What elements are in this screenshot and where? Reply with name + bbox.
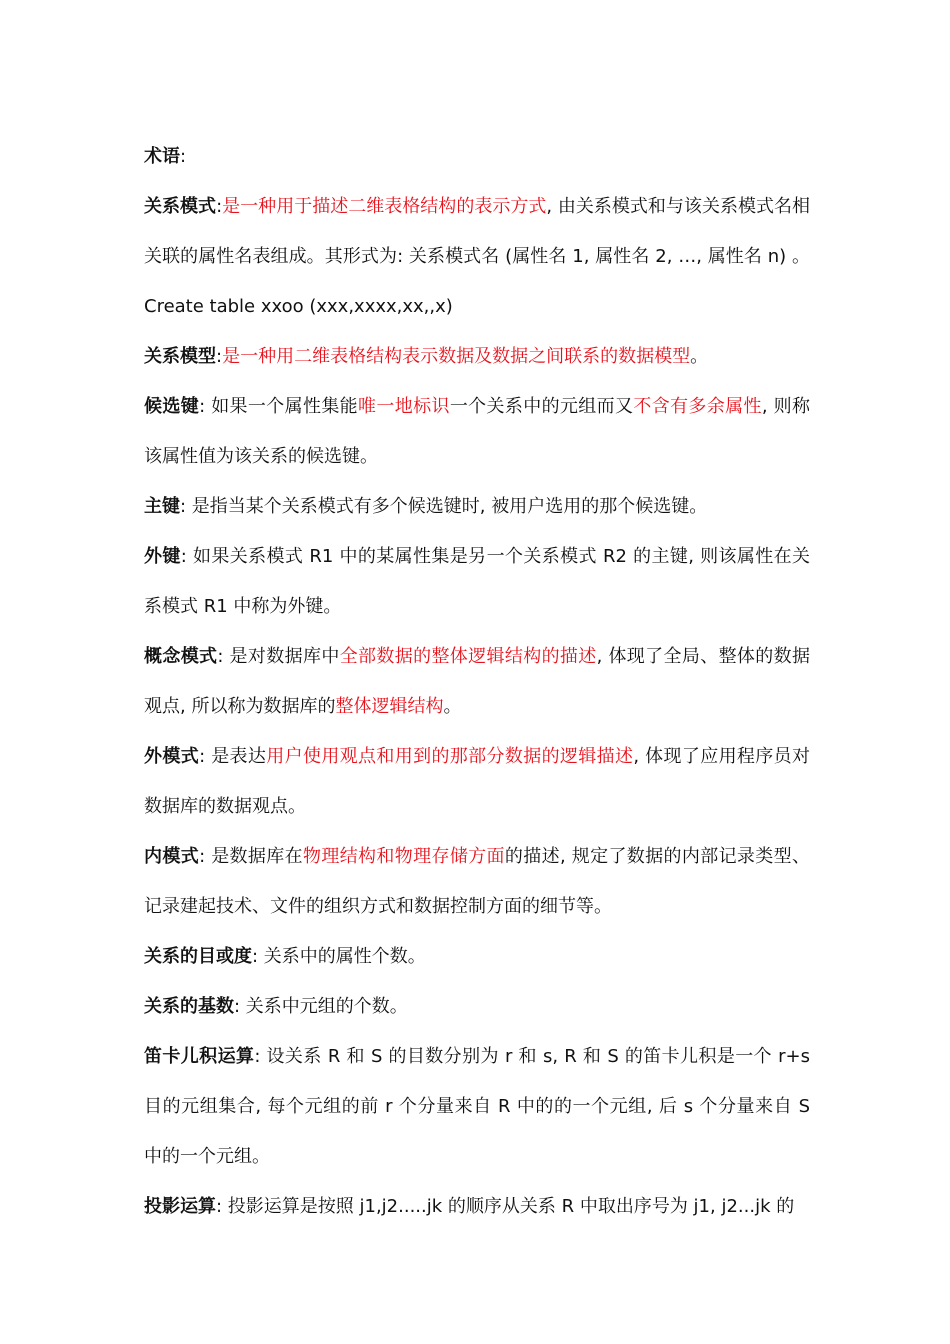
text-segment: , 体现了全局、整体的数据观点, 所以称为数据库的 — [144, 646, 810, 717]
term-label: 内模式 — [144, 846, 200, 867]
paragraph-foreign-key — [144, 532, 810, 632]
text-segment: : 设关系 R 和 S 的目数分别为 r 和 s, R 和 S 的笛卡儿积是一个 r+s 目的元组集合, 每个元组的前 r 个分量来自 R 中的的一个元组, 后 s 个分量来自 S 中的一个元组。 — [144, 1046, 810, 1167]
highlight-segment: 唯一地标识 — [358, 396, 450, 417]
term-label: 投影运算 — [144, 1196, 216, 1217]
text-segment: : 是数据库在 — [199, 846, 303, 867]
highlight-segment: 是一种用于描述二维表格结构的表示方式 — [222, 196, 547, 217]
heading-colon: : — [180, 146, 187, 167]
term-label: 概念模式 — [144, 646, 218, 667]
text-segment: : 是指当某个关系模式有多个候选键时, 被用户选用的那个候选键。 — [180, 496, 708, 517]
paragraph-relation-cardinality — [144, 982, 810, 1032]
highlight-segment: 物理结构和物理存储方面 — [302, 846, 505, 867]
text-segment: 。 — [690, 346, 709, 367]
paragraph-primary-key — [144, 482, 810, 532]
section-heading — [144, 132, 810, 182]
heading-label: 术语 — [144, 146, 180, 167]
text-segment: 一个关系中的元组而又 — [449, 396, 634, 417]
paragraph-cartesian-product — [144, 1032, 810, 1182]
text-segment: : 是对数据库中 — [217, 646, 340, 667]
text-segment: : 如果一个属性集能 — [199, 396, 359, 417]
term-label: 主键 — [144, 496, 180, 517]
term-label: 关系的目或度 — [144, 946, 252, 967]
highlight-segment: 全部数据的整体逻辑结构的描述 — [339, 646, 597, 667]
paragraph-candidate-key — [144, 382, 810, 482]
text-segment: , 则称该属性值为该关系的候选键。 — [144, 396, 811, 467]
text-segment: , 体现了应用程序员对数据库的数据观点。 — [144, 746, 810, 817]
paragraph-conceptual-schema — [144, 632, 810, 732]
text-segment: : — [216, 196, 223, 217]
text-segment: : 如果关系模式 R1 中的某属性集是另一个关系模式 R2 的主键, 则该属性在关系模式 R1 中称为外键。 — [144, 546, 811, 617]
text-segment: , 由关系模式和与该关系模式名相关联的属性名表组成。其形式为: 关系模式名 (属性名 1, 属性名 2, …, 属性名 n) 。Create table xxoo (xxx,xxxx,xx,,x) — [144, 196, 811, 317]
term-label: 笛卡儿积运算 — [144, 1046, 255, 1067]
term-label: 候选键 — [144, 396, 200, 417]
document-body — [144, 132, 810, 1232]
term-label: 关系的基数 — [144, 996, 234, 1017]
highlight-segment: 是一种用二维表格结构表示数据及数据之间联系的数据模型 — [222, 346, 691, 367]
text-segment: : 关系中元组的个数。 — [234, 996, 408, 1017]
paragraph-projection — [144, 1182, 810, 1232]
term-label: 外模式 — [144, 746, 200, 767]
paragraph-relation-schema — [144, 182, 810, 332]
text-segment: 。 — [443, 696, 462, 717]
paragraph-relation-degree — [144, 932, 810, 982]
text-segment: 的描述, 规定了数据的内部记录类型、记录建起技术、文件的组织方式和数据控制方面的细节等。 — [144, 846, 810, 917]
term-label: 关系模式 — [144, 196, 217, 217]
highlight-segment: 用户使用观点和用到的那部分数据的逻辑描述 — [266, 746, 634, 767]
paragraph-external-schema — [144, 732, 810, 832]
text-segment: : 投影运算是按照 j1,j2.....jk 的顺序从关系 R 中取出序号为 j1, j2...jk 的 — [216, 1196, 795, 1217]
highlight-segment: 整体逻辑结构 — [335, 696, 444, 717]
text-segment: : — [216, 346, 223, 367]
text-segment: : 是表达 — [199, 746, 267, 767]
term-label: 关系模型 — [144, 346, 216, 367]
text-segment: : 关系中的属性个数。 — [252, 946, 426, 967]
term-label: 外键 — [144, 546, 181, 567]
paragraph-internal-schema — [144, 832, 810, 932]
highlight-segment: 不含有多余属性 — [633, 396, 762, 417]
paragraph-relation-model — [144, 332, 810, 382]
